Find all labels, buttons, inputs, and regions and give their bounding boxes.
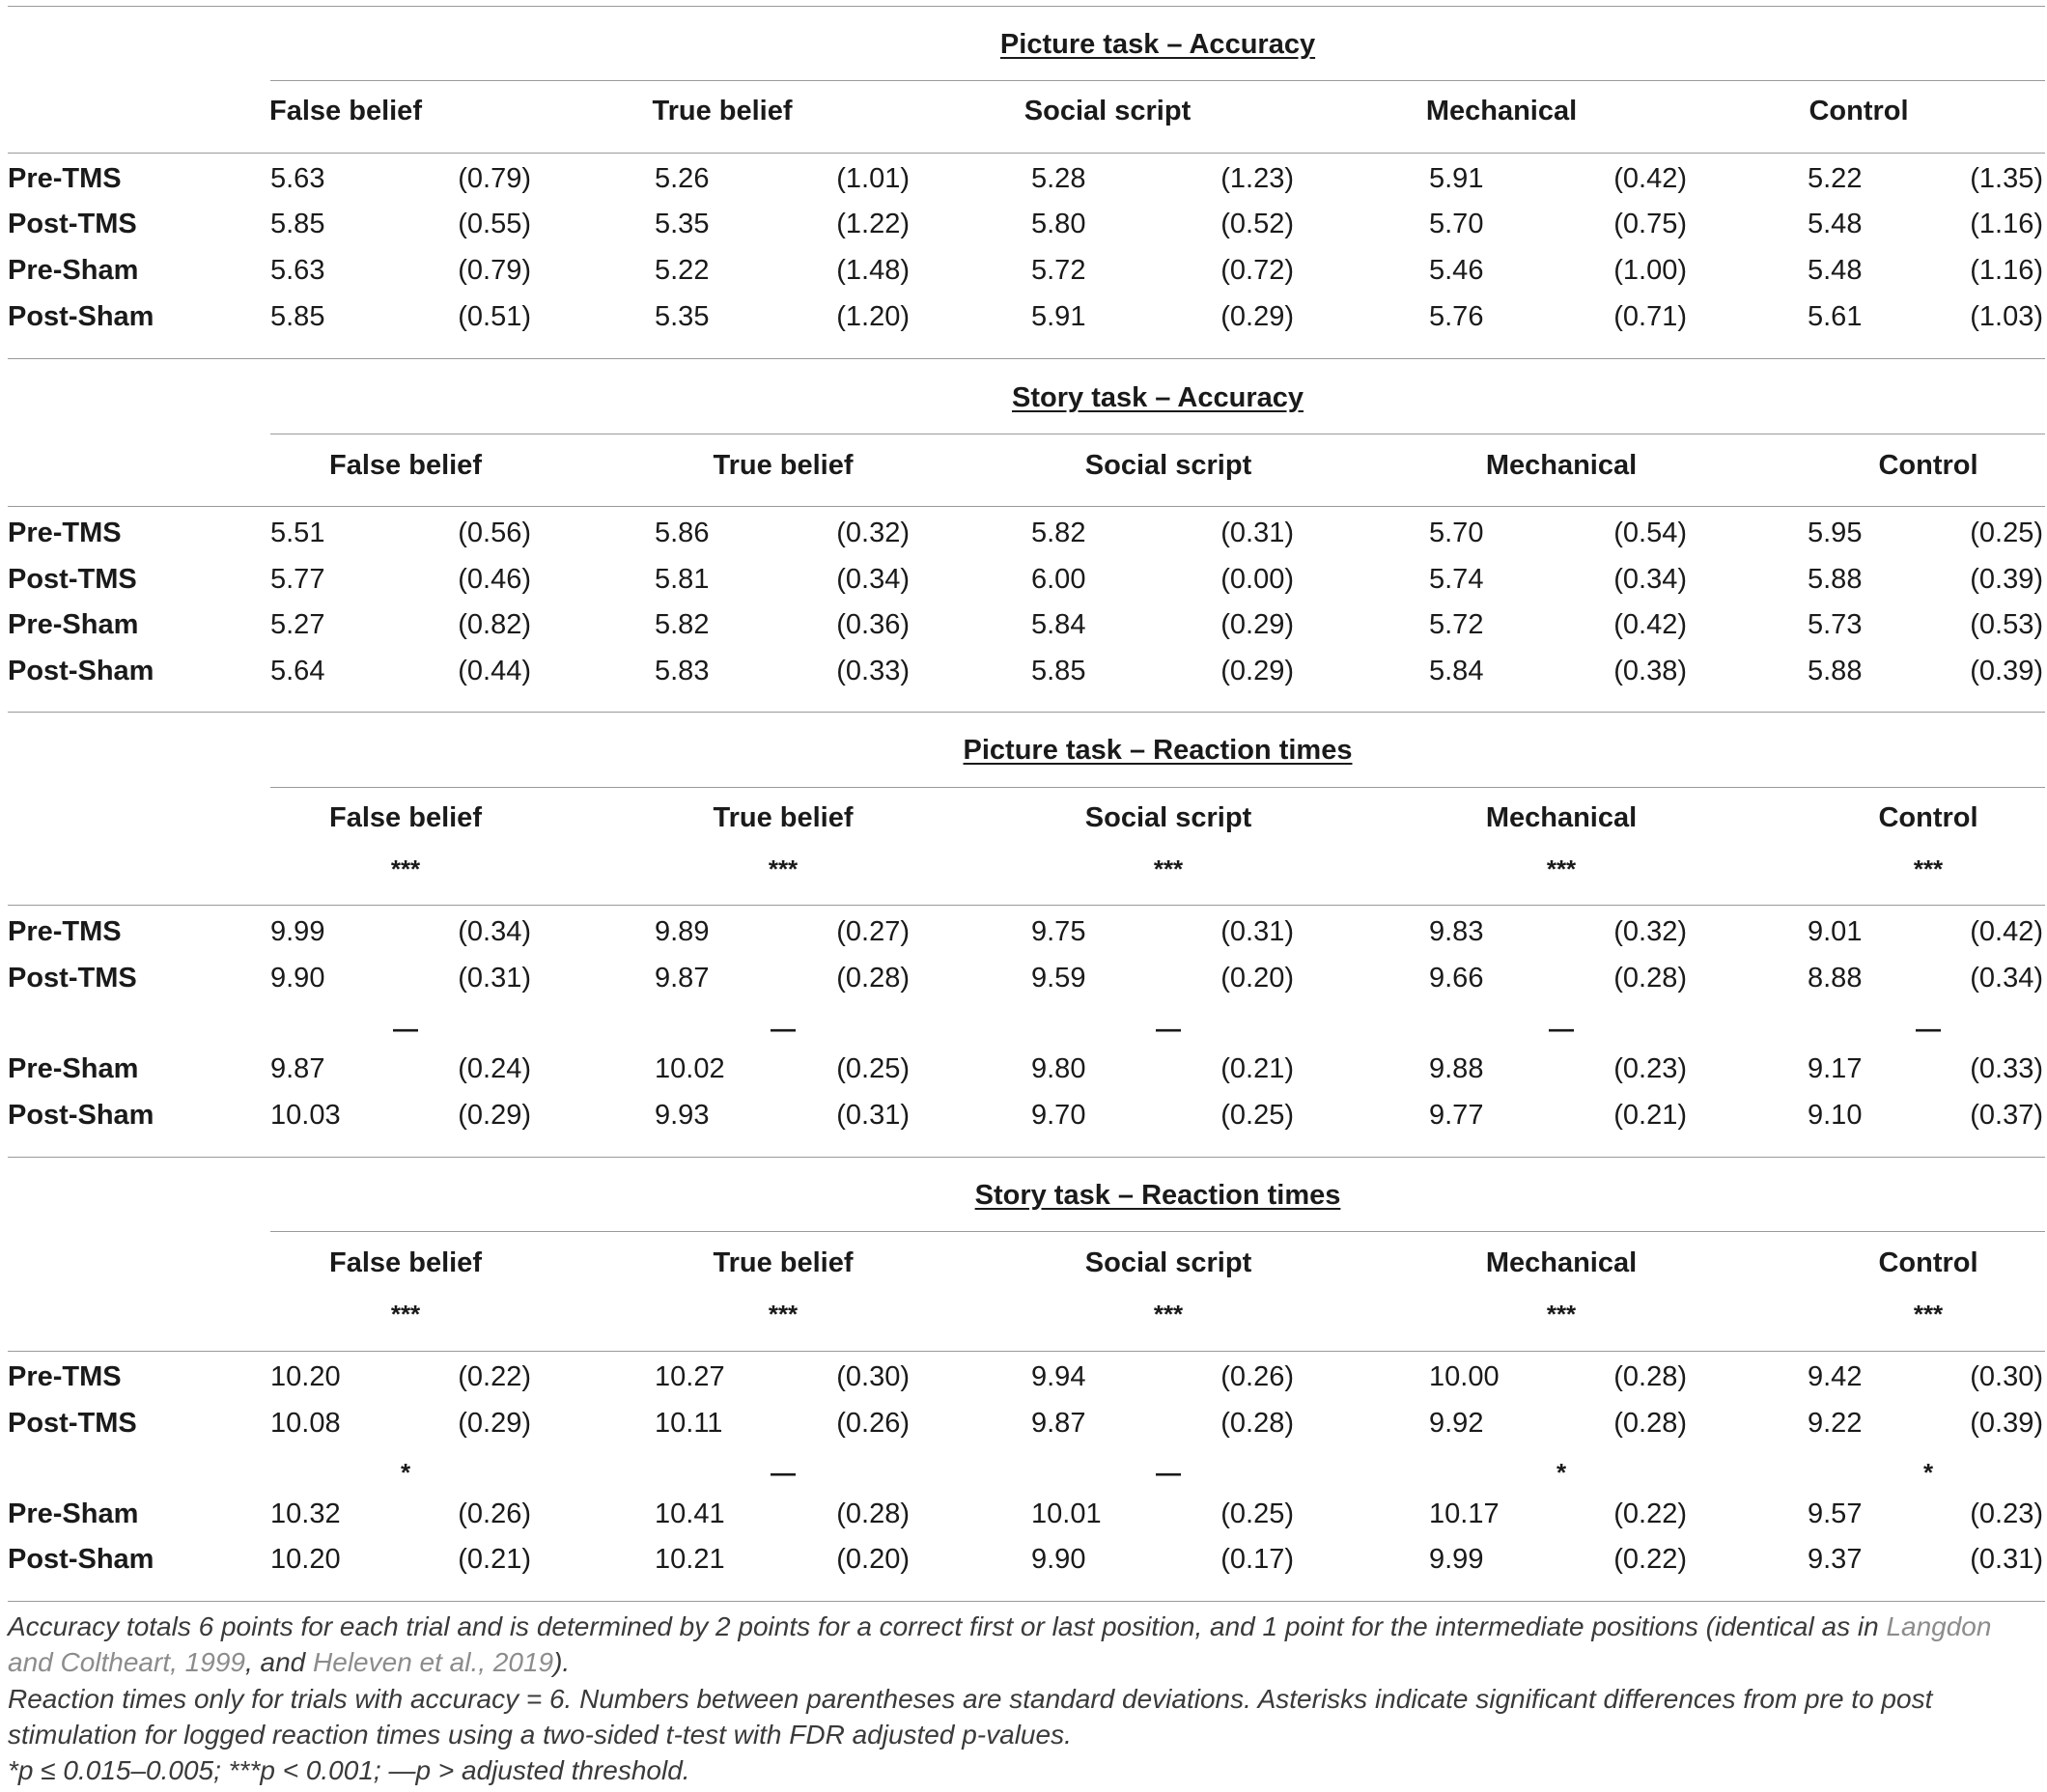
mean-value: 5.46 <box>1429 255 1484 286</box>
mean-value: 9.99 <box>270 916 325 947</box>
column-group-rule <box>270 787 2045 788</box>
sd-value: (0.25) <box>836 1053 910 1084</box>
row-label: Pre-Sham <box>8 255 139 286</box>
mean-value: 9.87 <box>655 963 710 994</box>
mean-value: 5.91 <box>1031 301 1086 332</box>
row-label: Pre-Sham <box>8 1053 139 1084</box>
sd-value: (0.29) <box>1220 301 1294 332</box>
column-header: True belief <box>713 450 854 481</box>
column-header: Social script <box>1084 450 1252 481</box>
sd-value: (0.29) <box>458 1408 531 1439</box>
row-label: Post-TMS <box>8 1408 137 1439</box>
footnote-accuracy-end: ). <box>553 1647 571 1677</box>
sd-value: (0.79) <box>458 163 531 194</box>
mean-value: 9.94 <box>1031 1361 1086 1392</box>
section-title: Picture task – Reaction times <box>963 735 1353 766</box>
sd-value: (0.20) <box>1220 963 1294 994</box>
sd-value: (1.00) <box>1613 255 1687 286</box>
column-header: Mechanical <box>1485 450 1638 481</box>
mean-value: 5.86 <box>655 518 710 548</box>
footnote-accuracy-text: Accuracy totals 6 points for each trial and is determined by 2 points for a correct first or last position, and 1 point for the intermediate positions (identical as in <box>8 1611 1887 1641</box>
header-rule <box>8 153 2045 154</box>
sd-value: (1.48) <box>836 255 910 286</box>
header-rule <box>8 905 2045 906</box>
mean-value: 9.10 <box>1808 1100 1863 1131</box>
mean-value: 9.90 <box>1031 1544 1086 1575</box>
mean-value: 5.27 <box>270 609 325 640</box>
sd-value: (0.31) <box>1970 1544 2043 1575</box>
citation-heleven[interactable]: Heleven et al., 2019 <box>313 1647 554 1677</box>
row-label: Pre-TMS <box>8 916 122 947</box>
sd-value: (0.29) <box>1220 609 1294 640</box>
column-header: False belief <box>269 96 422 126</box>
significance-mark: *** <box>390 854 421 883</box>
column-group-rule <box>270 80 2045 81</box>
mean-value: 9.77 <box>1429 1100 1484 1131</box>
sd-value: (0.29) <box>1220 656 1294 686</box>
sd-value: (1.01) <box>836 163 910 194</box>
row-label: Post-TMS <box>8 963 137 994</box>
sd-value: (0.25) <box>1970 518 2043 548</box>
sd-value: (0.31) <box>458 963 531 994</box>
significance-mark: — <box>771 1458 796 1487</box>
mean-value: 9.75 <box>1031 916 1086 947</box>
mean-value: 9.37 <box>1808 1544 1863 1575</box>
mean-value: 5.83 <box>655 656 710 686</box>
sd-value: (0.30) <box>836 1361 910 1392</box>
mean-value: 9.01 <box>1808 916 1863 947</box>
mean-value: 9.93 <box>655 1100 710 1131</box>
sd-value: (0.26) <box>836 1408 910 1439</box>
table-bottom-rule <box>8 1601 2045 1602</box>
column-header: False belief <box>329 1247 482 1278</box>
column-header: True belief <box>713 1247 854 1278</box>
mean-value: 5.63 <box>270 163 325 194</box>
sd-value: (0.31) <box>836 1100 910 1131</box>
mean-value: 5.70 <box>1429 518 1484 548</box>
sd-value: (0.42) <box>1613 609 1687 640</box>
sd-value: (0.21) <box>1613 1100 1687 1131</box>
sd-value: (0.42) <box>1613 163 1687 194</box>
mean-value: 5.85 <box>270 209 325 239</box>
mean-value: 5.85 <box>1031 656 1086 686</box>
significance-mark: — <box>1156 1458 1181 1487</box>
mean-value: 9.87 <box>270 1053 325 1084</box>
sd-value: (0.21) <box>458 1544 531 1575</box>
sd-value: (0.28) <box>1613 963 1687 994</box>
mean-value: 5.91 <box>1429 163 1484 194</box>
row-label: Post-TMS <box>8 209 137 239</box>
column-header: Social script <box>1084 1247 1252 1278</box>
citation-langdon-coltheart[interactable]: Langdon and Coltheart, 1999 <box>8 1611 1992 1677</box>
mean-value: 9.80 <box>1031 1053 1086 1084</box>
significance-mark: — <box>393 1014 418 1043</box>
mean-value: 5.74 <box>1429 564 1484 595</box>
significance-mark: *** <box>768 1300 799 1329</box>
mean-value: 5.48 <box>1808 209 1863 239</box>
mean-value: 5.72 <box>1429 609 1484 640</box>
column-header: Mechanical <box>1485 1247 1638 1278</box>
header-rule <box>8 506 2045 507</box>
section-top-rule <box>8 6 2045 7</box>
mean-value: 9.89 <box>655 916 710 947</box>
mean-value: 10.00 <box>1429 1361 1500 1392</box>
sd-value: (0.28) <box>1613 1408 1687 1439</box>
significance-mark: *** <box>1153 854 1184 883</box>
sd-value: (0.37) <box>1970 1100 2043 1131</box>
footnote-reaction-times: Reaction times only for trials with accuracy = 6. Numbers between parentheses are standard deviations. Asterisks indicate significant differences from pre to post stimulation for logged reaction times using a two-sided t-test with FDR adjusted p-values. <box>8 1684 1933 1750</box>
sd-value: (1.16) <box>1970 255 2043 286</box>
row-label: Pre-TMS <box>8 518 122 548</box>
sd-value: (1.20) <box>836 301 910 332</box>
sd-value: (0.34) <box>1970 963 2043 994</box>
mean-value: 10.41 <box>655 1498 725 1529</box>
mean-value: 9.87 <box>1031 1408 1086 1439</box>
header-rule <box>8 1351 2045 1352</box>
sd-value: (0.53) <box>1970 609 2043 640</box>
sd-value: (0.31) <box>1220 518 1294 548</box>
mean-value: 10.20 <box>270 1544 341 1575</box>
sd-value: (0.34) <box>836 564 910 595</box>
sd-value: (0.38) <box>1613 656 1687 686</box>
footnote-accuracy-mid: , and <box>244 1647 314 1677</box>
sd-value: (0.44) <box>458 656 531 686</box>
section-top-rule <box>8 712 2045 713</box>
sd-value: (0.34) <box>1613 564 1687 595</box>
sd-value: (0.42) <box>1970 916 2043 947</box>
sd-value: (0.23) <box>1970 1498 2043 1529</box>
mean-value: 5.81 <box>655 564 710 595</box>
significance-mark: — <box>1549 1014 1574 1043</box>
column-header: Social script <box>1024 96 1192 126</box>
sd-value: (1.23) <box>1220 163 1294 194</box>
row-label: Pre-Sham <box>8 609 139 640</box>
sd-value: (0.28) <box>836 963 910 994</box>
sd-value: (0.32) <box>836 518 910 548</box>
row-label: Pre-Sham <box>8 1498 139 1529</box>
sd-value: (0.23) <box>1613 1053 1687 1084</box>
sd-value: (0.52) <box>1220 209 1294 239</box>
mean-value: 9.59 <box>1031 963 1086 994</box>
mean-value: 5.84 <box>1031 609 1086 640</box>
column-header: Social script <box>1084 802 1252 833</box>
sd-value: (0.75) <box>1613 209 1687 239</box>
mean-value: 5.80 <box>1031 209 1086 239</box>
sd-value: (0.28) <box>836 1498 910 1529</box>
mean-value: 5.76 <box>1429 301 1484 332</box>
mean-value: 9.66 <box>1429 963 1484 994</box>
significance-mark: *** <box>1913 854 1944 883</box>
mean-value: 9.88 <box>1429 1053 1484 1084</box>
section-title: Picture task – Accuracy <box>999 29 1316 60</box>
significance-mark: *** <box>390 1300 421 1329</box>
sd-value: (0.28) <box>1613 1361 1687 1392</box>
section-title: Story task – Reaction times <box>974 1180 1341 1211</box>
mean-value: 5.22 <box>655 255 710 286</box>
mean-value: 9.57 <box>1808 1498 1863 1529</box>
sd-value: (0.82) <box>458 609 531 640</box>
sd-value: (0.29) <box>458 1100 531 1131</box>
sd-value: (0.51) <box>458 301 531 332</box>
sd-value: (0.20) <box>836 1544 910 1575</box>
sd-value: (0.22) <box>458 1361 531 1392</box>
mean-value: 9.42 <box>1808 1361 1863 1392</box>
mean-value: 10.32 <box>270 1498 341 1529</box>
significance-mark: — <box>1156 1014 1181 1043</box>
mean-value: 6.00 <box>1031 564 1086 595</box>
sd-value: (0.34) <box>458 916 531 947</box>
significance-mark: *** <box>1546 1300 1577 1329</box>
significance-mark: — <box>771 1014 796 1043</box>
mean-value: 9.22 <box>1808 1408 1863 1439</box>
mean-value: 5.82 <box>655 609 710 640</box>
mean-value: 5.48 <box>1808 255 1863 286</box>
column-header: Control <box>1878 450 1978 481</box>
mean-value: 9.92 <box>1429 1408 1484 1439</box>
column-header: Mechanical <box>1425 96 1578 126</box>
column-header: Control <box>1809 96 1909 126</box>
significance-mark: * <box>400 1458 411 1487</box>
mean-value: 5.88 <box>1808 656 1863 686</box>
row-label: Post-Sham <box>8 1544 154 1575</box>
sd-value: (0.26) <box>1220 1361 1294 1392</box>
sd-value: (0.26) <box>458 1498 531 1529</box>
sd-value: (0.39) <box>1970 564 2043 595</box>
sd-value: (0.25) <box>1220 1498 1294 1529</box>
sd-value: (0.55) <box>458 209 531 239</box>
section-top-rule <box>8 1157 2045 1158</box>
sd-value: (0.56) <box>458 518 531 548</box>
mean-value: 10.20 <box>270 1361 341 1392</box>
mean-value: 5.22 <box>1808 163 1863 194</box>
mean-value: 10.02 <box>655 1053 725 1084</box>
mean-value: 10.21 <box>655 1544 725 1575</box>
mean-value: 5.63 <box>270 255 325 286</box>
significance-mark: * <box>1922 1458 1934 1487</box>
mean-value: 5.64 <box>270 656 325 686</box>
mean-value: 5.26 <box>655 163 710 194</box>
sd-value: (0.00) <box>1220 564 1294 595</box>
mean-value: 9.17 <box>1808 1053 1863 1084</box>
sd-value: (0.17) <box>1220 1544 1294 1575</box>
mean-value: 5.77 <box>270 564 325 595</box>
column-header: Mechanical <box>1485 802 1638 833</box>
significance-mark: * <box>1556 1458 1567 1487</box>
section-title: Story task – Accuracy <box>1012 382 1304 413</box>
footnote-accuracy <box>8 1609 2040 1680</box>
sd-value: (0.25) <box>1220 1100 1294 1131</box>
sd-value: (0.36) <box>836 609 910 640</box>
mean-value: 5.82 <box>1031 518 1086 548</box>
column-group-rule <box>270 1231 2045 1232</box>
significance-mark: *** <box>1153 1300 1184 1329</box>
column-header: Control <box>1878 802 1978 833</box>
sd-value: (0.39) <box>1970 1408 2043 1439</box>
sd-value: (0.71) <box>1613 301 1687 332</box>
row-label: Pre-TMS <box>8 163 122 194</box>
significance-mark: *** <box>1546 854 1577 883</box>
sd-value: (0.22) <box>1613 1544 1687 1575</box>
section-top-rule <box>8 358 2045 359</box>
significance-mark: *** <box>1913 1300 1944 1329</box>
mean-value: 5.35 <box>655 301 710 332</box>
mean-value: 5.85 <box>270 301 325 332</box>
sd-value: (0.30) <box>1970 1361 2043 1392</box>
sd-value: (0.27) <box>836 916 910 947</box>
mean-value: 10.27 <box>655 1361 725 1392</box>
mean-value: 5.28 <box>1031 163 1086 194</box>
significance-mark: — <box>1916 1014 1941 1043</box>
mean-value: 10.17 <box>1429 1498 1500 1529</box>
column-header: True belief <box>652 96 793 126</box>
mean-value: 5.61 <box>1808 301 1863 332</box>
sd-value: (0.33) <box>836 656 910 686</box>
row-label: Post-Sham <box>8 1100 154 1131</box>
sd-value: (1.22) <box>836 209 910 239</box>
mean-value: 9.70 <box>1031 1100 1086 1131</box>
mean-value: 5.84 <box>1429 656 1484 686</box>
footnote-significance-legend: *p ≤ 0.015–0.005; ***p < 0.001; —p > adjusted threshold. <box>8 1755 690 1785</box>
mean-value: 9.83 <box>1429 916 1484 947</box>
sd-value: (0.46) <box>458 564 531 595</box>
column-header: Control <box>1878 1247 1978 1278</box>
mean-value: 5.51 <box>270 518 325 548</box>
row-label: Post-TMS <box>8 564 137 595</box>
mean-value: 5.72 <box>1031 255 1086 286</box>
mean-value: 10.08 <box>270 1408 341 1439</box>
sd-value: (0.28) <box>1220 1408 1294 1439</box>
sd-value: (0.39) <box>1970 656 2043 686</box>
mean-value: 9.90 <box>270 963 325 994</box>
mean-value: 10.03 <box>270 1100 341 1131</box>
sd-value: (0.33) <box>1970 1053 2043 1084</box>
mean-value: 10.11 <box>655 1408 723 1439</box>
column-header: False belief <box>329 802 482 833</box>
sd-value: (1.16) <box>1970 209 2043 239</box>
sd-value: (0.72) <box>1220 255 1294 286</box>
sd-value: (0.22) <box>1613 1498 1687 1529</box>
mean-value: 5.95 <box>1808 518 1863 548</box>
row-label: Post-Sham <box>8 656 154 686</box>
column-header: False belief <box>329 450 482 481</box>
sd-value: (0.24) <box>458 1053 531 1084</box>
column-header: True belief <box>713 802 854 833</box>
mean-value: 9.99 <box>1429 1544 1484 1575</box>
sd-value: (0.79) <box>458 255 531 286</box>
mean-value: 8.88 <box>1808 963 1863 994</box>
sd-value: (0.21) <box>1220 1053 1294 1084</box>
significance-mark: *** <box>768 854 799 883</box>
sd-value: (1.35) <box>1970 163 2043 194</box>
sd-value: (0.31) <box>1220 916 1294 947</box>
row-label: Pre-TMS <box>8 1361 122 1392</box>
sd-value: (0.32) <box>1613 916 1687 947</box>
mean-value: 5.70 <box>1429 209 1484 239</box>
mean-value: 5.73 <box>1808 609 1863 640</box>
row-label: Post-Sham <box>8 301 154 332</box>
mean-value: 5.88 <box>1808 564 1863 595</box>
sd-value: (0.54) <box>1613 518 1687 548</box>
sd-value: (1.03) <box>1970 301 2043 332</box>
mean-value: 10.01 <box>1031 1498 1102 1529</box>
mean-value: 5.35 <box>655 209 710 239</box>
